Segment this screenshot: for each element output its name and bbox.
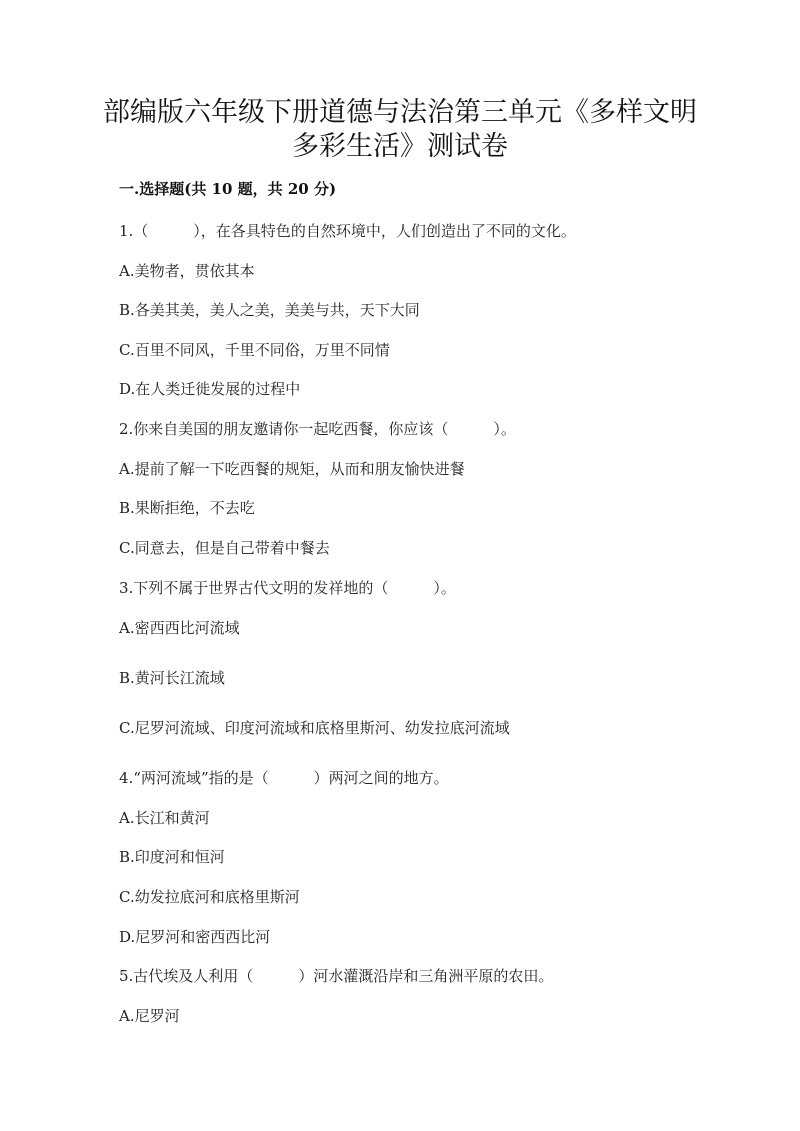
question-5-option-a: A.尼罗河 (119, 1007, 180, 1025)
question-3-option-c: C.尼罗河流域、印度河流域和底格里斯河、幼发拉底河流域 (119, 719, 510, 737)
question-4-option-c: C.幼发拉底河和底格里斯河 (119, 888, 300, 906)
question-3-option-b: B.黄河长江流域 (119, 669, 225, 687)
question-1-stem: 1.（ ），在各具特色的自然环境中，人们创造出了不同的文化。 (119, 222, 576, 240)
question-4-option-a: A.长江和黄河 (119, 809, 210, 827)
question-4-stem: 4.“两河流域”指的是（ ）两河之间的地方。 (119, 769, 449, 787)
question-4-option-b: B.印度河和恒河 (119, 848, 225, 866)
question-3-option-a: A.密西西比河流域 (119, 619, 240, 637)
question-2-option-a: A.提前了解一下吃西餐的规矩，从而和朋友愉快进餐 (119, 460, 465, 478)
question-5-stem: 5.古代埃及人利用（ ）河水灌溉沿岸和三角洲平原的农田。 (119, 967, 554, 985)
question-1-option-a: A.美物者，贯依其本 (119, 262, 255, 280)
page-title-line-2: 多彩生活》测试卷 (292, 131, 508, 162)
page-title-line-1: 部编版六年级下册道德与法治第三单元《多样文明 (103, 97, 697, 128)
question-2-stem: 2.你来自美国的朋友邀请你一起吃西餐，你应该（ ）。 (119, 420, 516, 438)
question-4-option-d: D.尼罗河和密西西比河 (119, 928, 271, 946)
question-1-option-d: D.在人类迁徙发展的过程中 (119, 380, 301, 398)
question-2-option-c: C.同意去，但是自己带着中餐去 (119, 539, 330, 557)
section-heading: 一.选择题(共 10 题，共 20 分) (119, 180, 337, 198)
question-1-option-c: C.百里不同风，千里不同俗，万里不同情 (119, 341, 390, 359)
question-1-option-b: B.各美其美，美人之美，美美与共，天下大同 (119, 301, 420, 319)
question-2-option-b: B.果断拒绝，不去吃 (119, 499, 255, 517)
question-3-stem: 3.下列不属于世界古代文明的发祥地的（ ）。 (119, 579, 456, 597)
